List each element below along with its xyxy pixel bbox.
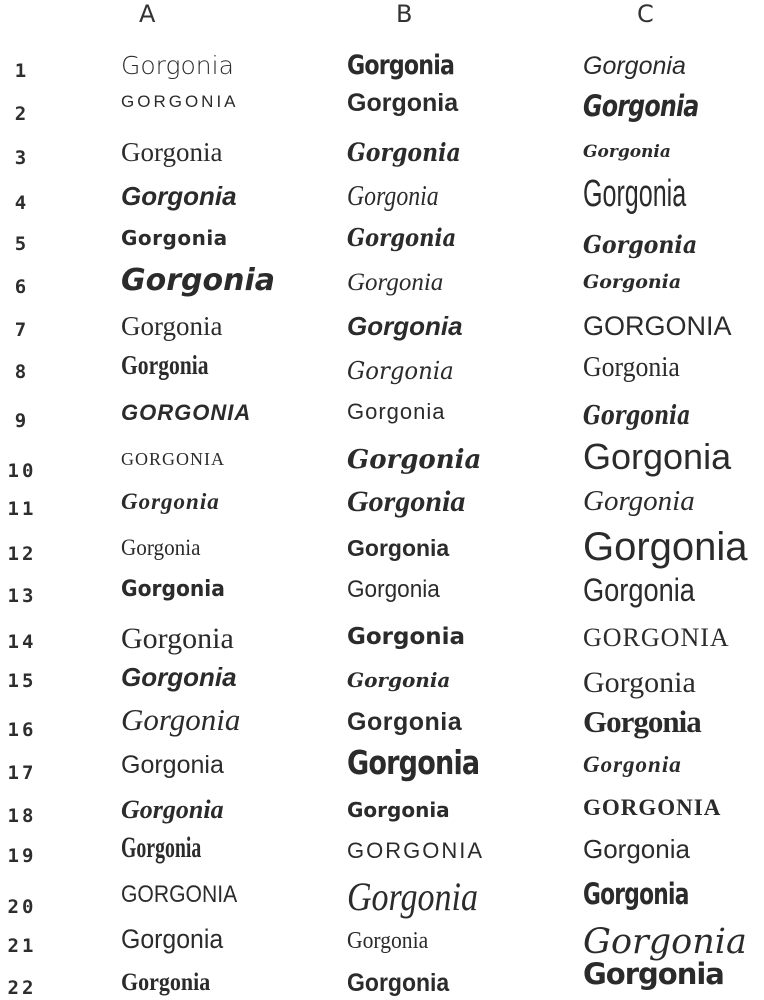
font-sample-c: Gorgonia xyxy=(583,52,686,80)
font-sample-c: Gorgonia xyxy=(583,957,724,991)
font-sample-c: Gorgonia xyxy=(583,89,699,123)
column-header-a: A xyxy=(139,0,156,28)
font-sample-b: Gorgonia xyxy=(347,89,459,117)
font-sample-a: Gorgonia xyxy=(121,311,223,341)
font-sample-a: Gorgonia xyxy=(121,702,241,737)
font-sample-a: Gorgonia xyxy=(121,137,223,167)
font-sample-b: Gorgonia xyxy=(347,708,463,736)
column-header-c: C xyxy=(637,0,654,28)
font-sample-c: Gorgonia xyxy=(583,877,689,911)
font-sample-a: GORGONIA xyxy=(121,92,239,111)
row-number: 2 xyxy=(14,103,30,125)
font-sample-b: Gorgonia xyxy=(347,50,455,81)
font-sample-c: Gorgonia xyxy=(583,525,748,569)
font-sample-b: Gorgonia xyxy=(347,624,466,650)
row-number: 14 xyxy=(7,631,37,653)
font-sample-b: Gorgonia xyxy=(347,357,454,385)
font-sample-b: Gorgonia xyxy=(347,485,466,518)
font-sample-c: Gorgonia xyxy=(583,485,695,517)
font-sample-b: Gorgonia xyxy=(347,576,440,603)
font-sample-b: Gorgonia xyxy=(347,138,461,167)
font-sample-c: Gorgonia xyxy=(583,922,747,962)
row-number: 19 xyxy=(7,845,37,867)
font-sample-a: GORGONIA xyxy=(121,400,252,425)
font-sample-b: Gorgonia xyxy=(347,399,446,424)
row-number: 5 xyxy=(14,233,30,255)
font-sample-a: Gorgonia xyxy=(121,489,220,514)
font-sample-c: Gorgonia xyxy=(583,704,701,739)
font-sample-c: Gorgonia xyxy=(583,436,732,477)
font-sample-b: Gorgonia xyxy=(347,969,450,997)
row-number: 6 xyxy=(14,276,30,298)
row-number: 1 xyxy=(14,60,30,82)
font-sample-c: Gorgonia xyxy=(583,173,687,215)
font-sample-a: Gorgonia xyxy=(121,577,225,602)
font-sample-a: Gorgonia xyxy=(121,226,228,250)
font-sample-a: Gorgonia xyxy=(121,751,224,779)
font-sample-a: Gorgonia xyxy=(121,795,224,824)
row-number: 21 xyxy=(7,935,37,957)
font-sample-b: Gorgonia xyxy=(347,798,450,822)
font-sample-c: Gorgonia xyxy=(583,142,671,162)
font-sample-a: Gorgonia xyxy=(121,535,201,560)
row-number: 13 xyxy=(7,585,37,607)
font-sample-a: Gorgonia xyxy=(121,969,211,996)
row-number: 9 xyxy=(14,410,30,432)
row-number: 4 xyxy=(14,192,30,214)
font-sample-c: Gorgonia xyxy=(583,352,680,383)
row-number: 20 xyxy=(7,896,37,918)
font-sample-b: Gorgonia xyxy=(347,223,457,252)
font-sample-a: GORGONIA xyxy=(121,449,225,469)
row-number: 16 xyxy=(7,719,37,741)
font-sample-a: Gorgonia xyxy=(121,924,224,954)
font-sample-a: Gorgonia xyxy=(121,622,234,655)
font-sample-a: Gorgonia xyxy=(121,831,202,864)
row-number: 11 xyxy=(7,498,37,520)
font-sample-c: Gorgonia xyxy=(583,401,691,431)
font-sample-c: Gorgonia xyxy=(583,572,695,608)
row-number: 12 xyxy=(7,543,37,565)
font-sample-b: Gorgonia xyxy=(347,743,480,782)
row-number: 18 xyxy=(7,805,37,827)
row-number: 8 xyxy=(14,361,30,383)
font-sample-b: GORGONIA xyxy=(347,838,485,863)
font-sample-b: Gorgonia xyxy=(347,180,439,212)
row-number: 17 xyxy=(7,762,37,784)
font-sample-c: Gorgonia xyxy=(583,834,690,864)
font-sample-b: Gorgonia xyxy=(347,928,429,954)
font-sample-c: Gorgonia xyxy=(583,666,696,699)
font-sample-a: Gorgonia xyxy=(121,51,234,80)
font-sample-a: Gorgonia xyxy=(121,350,209,380)
font-sample-b: Gorgonia xyxy=(347,668,451,692)
row-number: 22 xyxy=(7,977,37,999)
row-number: 15 xyxy=(7,670,37,692)
font-sample-a: GORGONIA xyxy=(121,881,238,908)
font-sample-b: Gorgonia xyxy=(347,874,478,919)
font-sample-b: Gorgonia xyxy=(347,269,444,296)
font-sample-a: Gorgonia xyxy=(121,662,237,692)
font-sample-c: Gorgonia xyxy=(583,271,682,293)
font-sample-c: GORGONIA xyxy=(583,311,732,341)
font-sample-c: Gorgonia xyxy=(583,230,698,259)
font-sample-b: Gorgonia xyxy=(347,311,463,341)
font-sample-c: GORGONIA xyxy=(583,623,730,652)
font-sample-a: Gorgonia xyxy=(121,263,275,298)
font-sample-b: Gorgonia xyxy=(347,535,450,561)
column-header-b: B xyxy=(396,0,413,28)
font-sample-a: Gorgonia xyxy=(121,181,237,211)
font-sample-c: Gorgonia xyxy=(583,752,682,777)
row-number: 3 xyxy=(14,147,30,169)
font-sample-b: Gorgonia xyxy=(347,445,482,475)
font-sample-c: GORGONIA xyxy=(583,795,722,820)
row-number: 10 xyxy=(7,460,37,482)
row-number: 7 xyxy=(14,319,30,341)
